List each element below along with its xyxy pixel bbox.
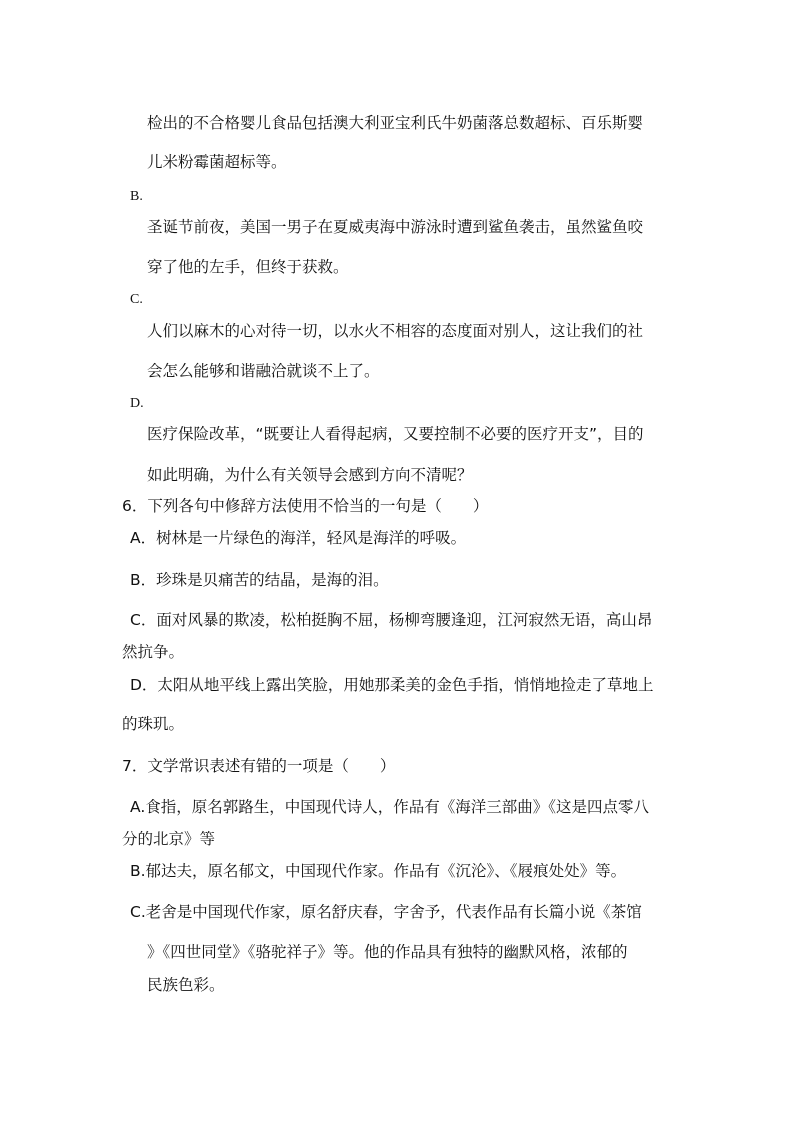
q5-option-b-line1: 圣诞节前夜，美国一男子在夏威夷海中游泳时遭到鲨鱼袭击，虽然鲨鱼咬 xyxy=(147,218,644,236)
q6-option-d-line2: 的珠玑。 xyxy=(122,715,185,733)
q6-option-b: B．珍珠是贝痛苦的结晶，是海的泪。 xyxy=(130,571,389,589)
q6-option-a: A．树林是一片绿色的海洋，轻风是海洋的呼吸。 xyxy=(130,529,467,547)
q5-option-c-label: C. xyxy=(130,292,143,307)
q5-option-a-line1: 检出的不合格婴儿食品包括澳大利亚宝利氏牛奶菌落总数超标、百乐斯婴 xyxy=(147,114,644,132)
q5-option-b-line2: 穿了他的左手，但终于获救。 xyxy=(147,258,349,276)
q5-option-b-label: B. xyxy=(130,189,143,204)
q5-option-a-line2: 儿米粉霉菌超标等。 xyxy=(147,153,287,171)
q7-option-b: B.郁达夫，原名郁文，中国现代作家。作品有《沉沦》、《屐痕处处》等。 xyxy=(130,862,627,880)
q6-option-d-line1: D．太阳从地平线上露出笑脸，用她那柔美的金色手指，悄悄地捡走了草地上 xyxy=(130,676,654,694)
q7-stem: 7．文学常识表述有错的一项是（ ） xyxy=(122,757,396,775)
q5-option-d-label: D. xyxy=(130,396,144,411)
q7-option-c-line2: 》《四世同堂》《骆驼祥子》等。他的作品具有独特的幽默风格，浓郁的 xyxy=(147,943,628,961)
q5-option-d-line1: 医疗保险改革，“既要让人看得起病，又要控制不必要的医疗开支”，目的 xyxy=(147,425,644,443)
q5-option-c-line1: 人们以麻木的心对待一切，以水火不相容的态度面对别人，这让我们的社 xyxy=(147,322,644,340)
q6-stem: 6．下列各句中修辞方法使用不恰当的一句是（ ） xyxy=(122,497,489,515)
q6-option-c-line2: 然抗争。 xyxy=(122,643,185,661)
q7-option-a-line2: 分的北京》等 xyxy=(122,830,216,848)
q5-option-c-line2: 会怎么能够和谐融洽就谈不上了。 xyxy=(147,362,380,380)
q5-option-d-line2: 如此明确，为什么有关领导会感到方向不清呢？ xyxy=(147,466,473,484)
q7-option-a-line1: A.食指，原名郭路生，中国现代诗人，作品有《海洋三部曲》《这是四点零八 xyxy=(130,798,650,816)
q7-option-c-line3: 民族色彩。 xyxy=(147,976,225,994)
q6-option-c-line1: C．面对风暴的欺凌，松柏挺胸不屈，杨柳弯腰逢迎，江河寂然无语，高山昂 xyxy=(130,611,653,629)
q7-option-c-line1: C.老舍是中国现代作家，原名舒庆春，字舍予，代表作品有长篇小说《茶馆 xyxy=(130,903,642,921)
